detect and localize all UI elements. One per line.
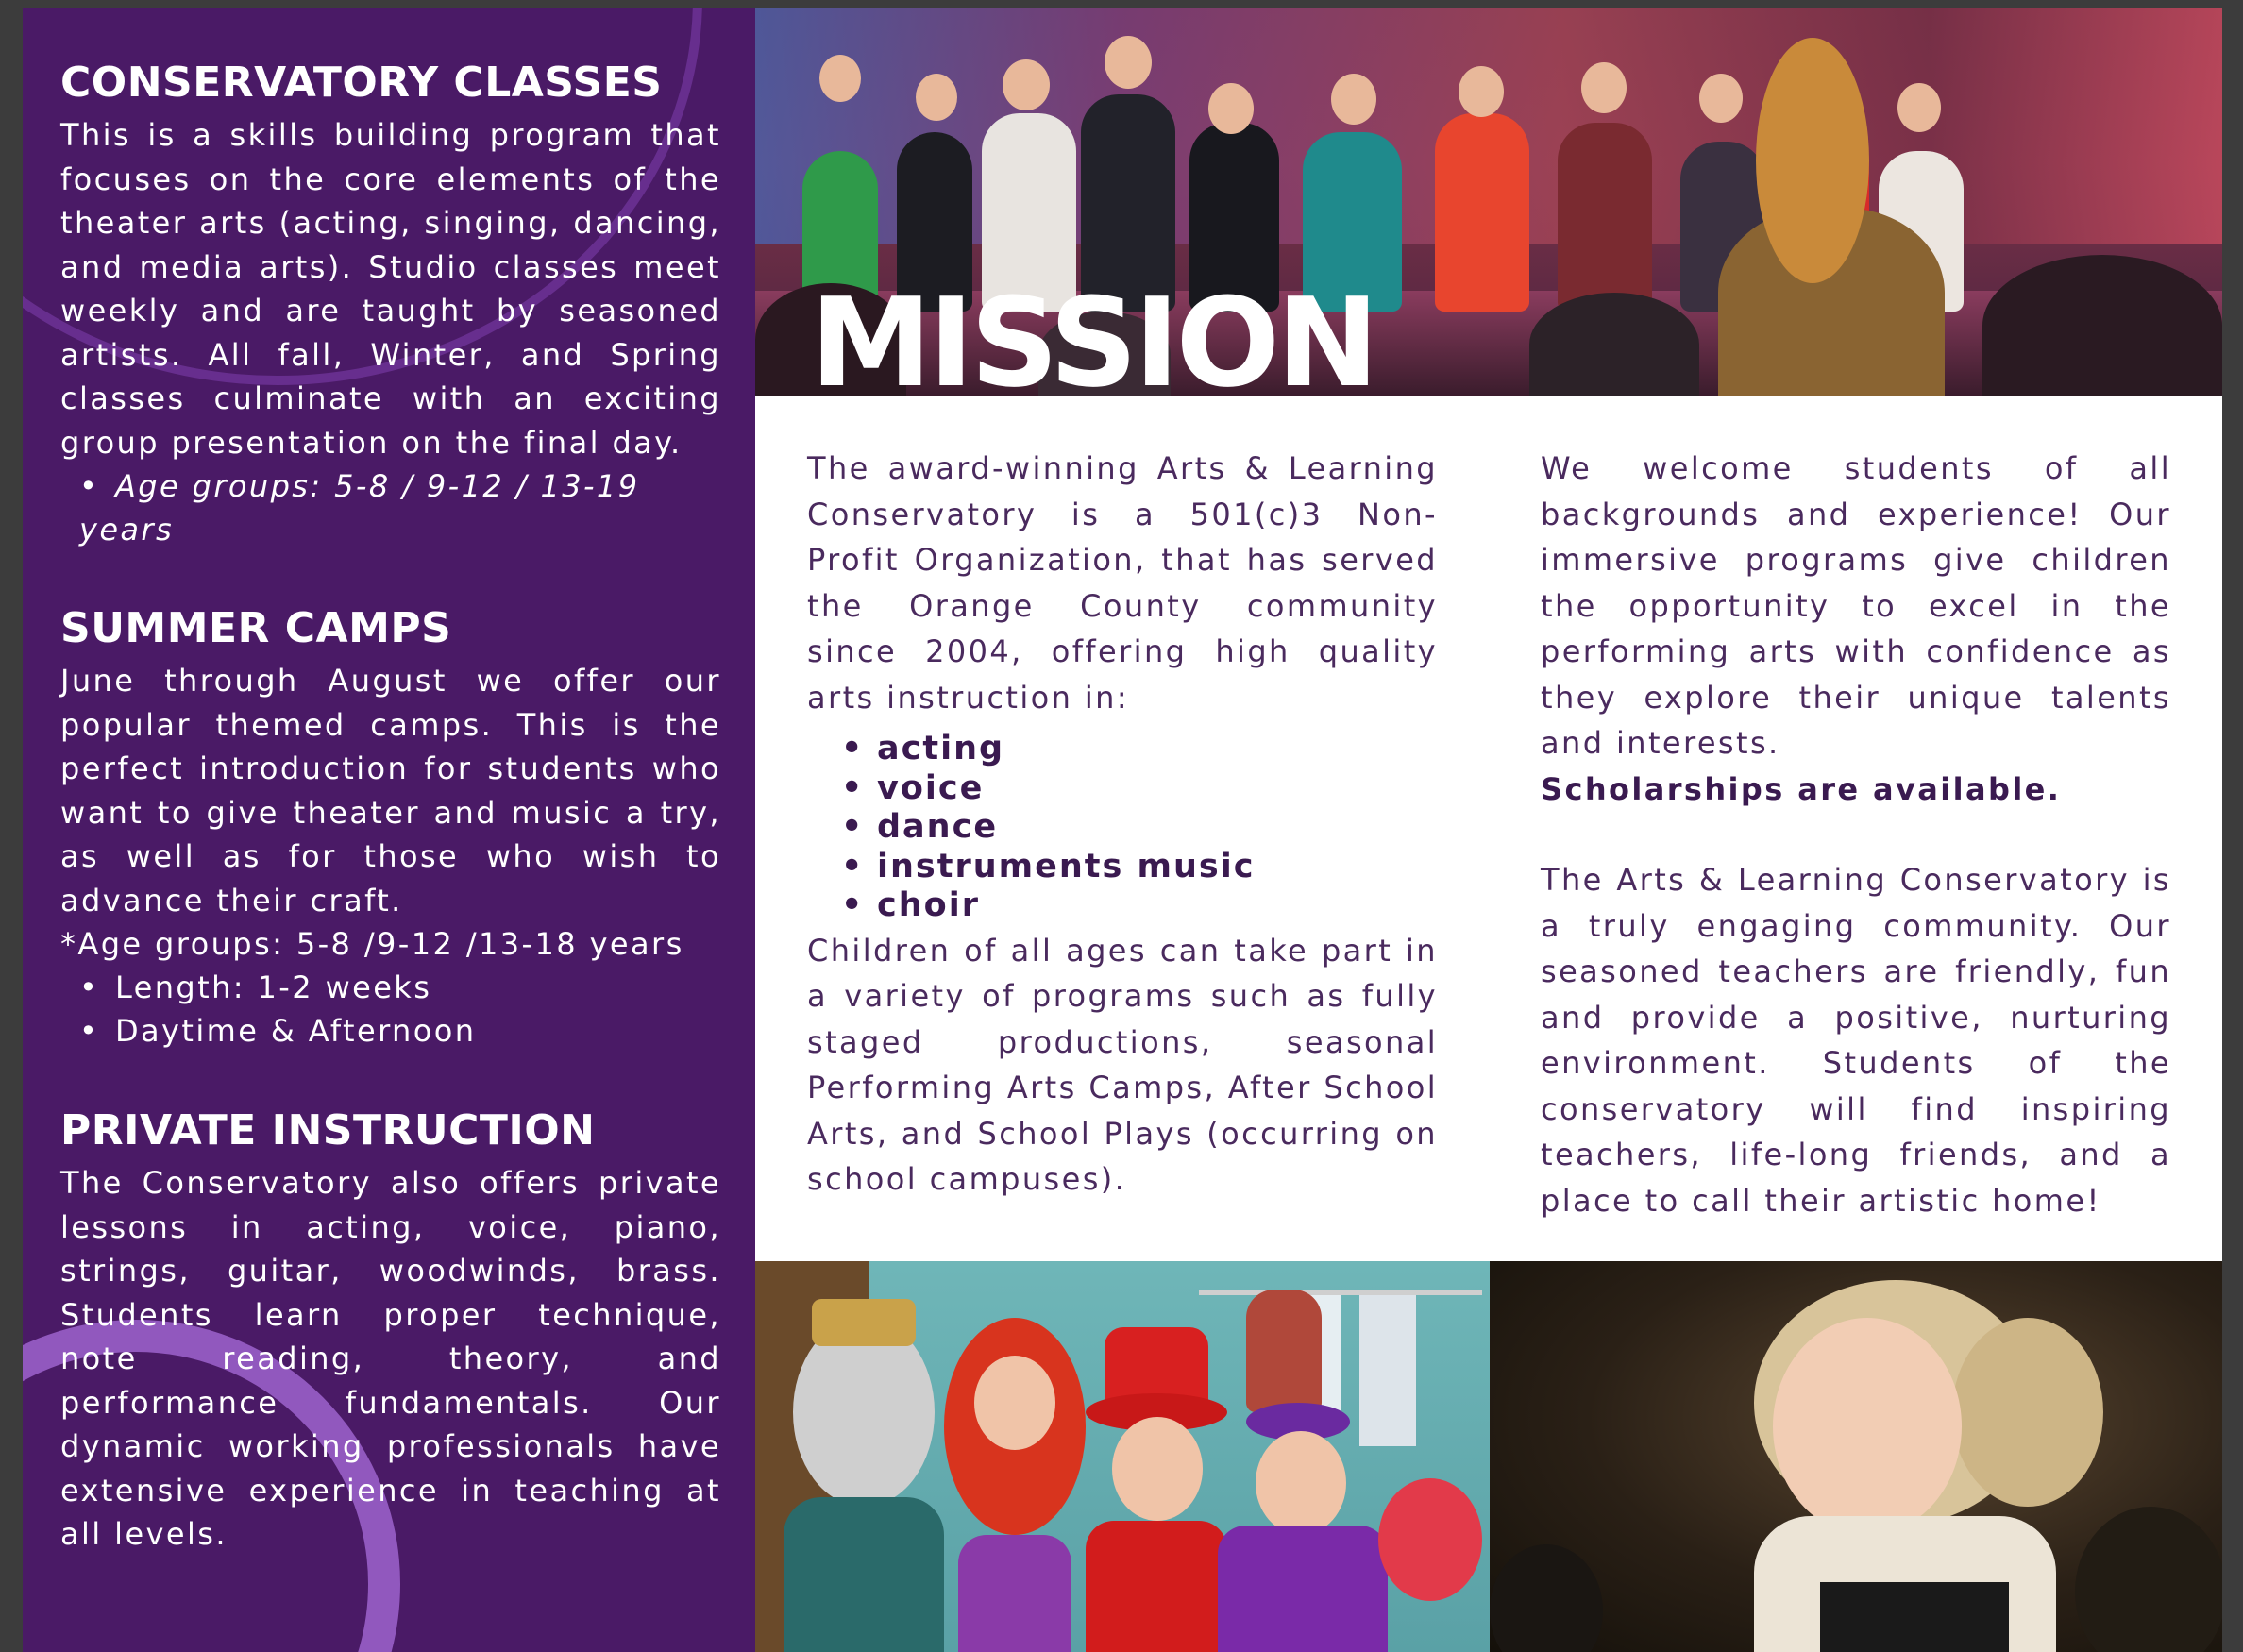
list-item: • Age groups: 5-8 / 9-12 / 13-19 years	[79, 468, 640, 548]
community-paragraph: The Arts & Learning Conservatory is a truly engaging community. Our seasoned teachers are friendly, fun and provide a positive, nurturing environment. Students of the conservatory will find inspiring teachers, life-long friends, and a place to call their artistic home!	[1541, 862, 2171, 1219]
private-instruction-body: The Conservatory also offers private lessons in acting, voice, piano, strings, guitar, woodwinds, brass. Students learn proper technique, note reading, theory, and performance fundamentals. Our dynamic working professionals have extensive experience in teaching at all levels.	[60, 1165, 721, 1552]
mission-column-right	[1541, 446, 2171, 1223]
private-instruction-section	[60, 1101, 721, 1557]
scholarships-note: Scholarships are available.	[1541, 770, 2062, 807]
mission-outro: Children of all ages can take part in a variety of programs such as fully staged productions, seasonal Performing Arts Camps, After School Arts, and School Plays (occurring on school campuses).	[807, 932, 1438, 1197]
welcome-paragraph: We welcome students of all backgrounds and experience! Our immersive programs give children the opportunity to excel in the performing arts with confidence as they explore their unique talents and interests.	[1541, 450, 2171, 761]
programs-list	[807, 730, 1438, 926]
summer-camps-title: SUMMER CAMPS	[60, 604, 452, 652]
conservatory-classes-title: CONSERVATORY CLASSES	[60, 59, 663, 107]
summer-camps-body: June through August we offer our popular themed camps. This is the perfect introduction for students who want to give theater and music a try, as well as for those who wish to advance their craft.	[60, 663, 721, 919]
mission-panel	[755, 396, 2222, 1261]
list-item: • choir	[841, 886, 980, 924]
list-item: • Length: 1-2 weeks	[79, 969, 432, 1005]
list-item: • voice	[841, 768, 985, 807]
conservatory-classes-list	[60, 464, 721, 551]
mission-column-left	[807, 446, 1438, 1203]
conservatory-classes-body: This is a skills building program that focuses on the core elements of the theater arts (acting, singing, dancing, and media arts). Studio classes meet weekly and are taught by seasoned artists. All fall, Winter, and Spring classes culminate with an exciting group presentation on the final day.	[60, 117, 721, 461]
conservatory-classes-section	[60, 53, 721, 551]
list-item: • acting	[841, 730, 1005, 767]
costumed-kids-photo	[755, 1261, 1490, 1652]
programs-panel	[23, 8, 755, 1652]
mission-title: MISSION	[810, 271, 1375, 396]
summer-camps-age-groups: *Age groups: 5-8 /9-12 /13-18 years	[60, 926, 684, 962]
performer-portrait-photo	[1490, 1261, 2222, 1652]
private-instruction-title: PRIVATE INSTRUCTION	[60, 1106, 596, 1155]
mission-intro: The award-winning Arts & Learning Conservatory is a 501(c)3 Non-Profit Organization, that has served the Orange County community since 2004, offering high quality arts instruction in:	[807, 450, 1438, 716]
list-item: • Daytime & Afternoon	[79, 1013, 477, 1049]
summer-camps-section	[60, 598, 721, 1053]
stage-curtain-call-photo	[755, 8, 2222, 396]
summer-camps-list	[60, 966, 721, 1053]
list-item: • instruments music	[841, 847, 1256, 885]
list-item: • dance	[841, 808, 999, 846]
